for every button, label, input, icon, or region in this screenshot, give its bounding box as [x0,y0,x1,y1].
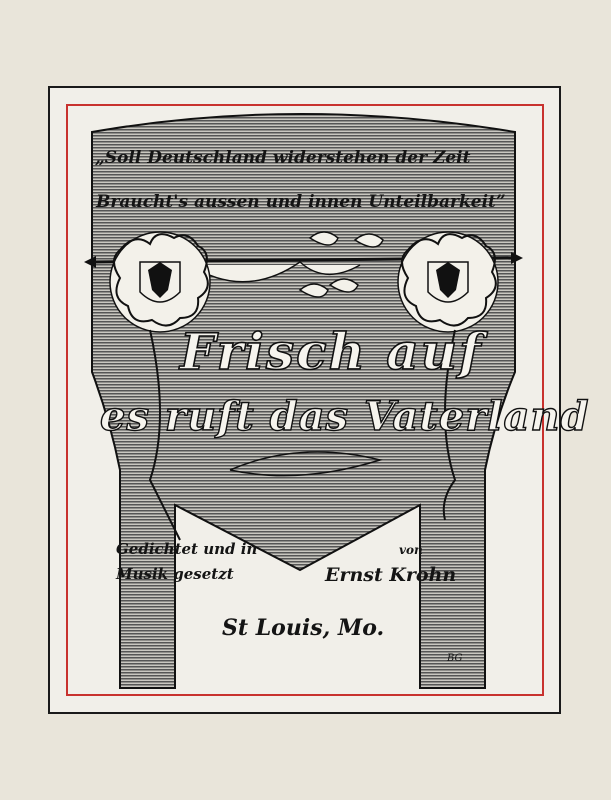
publication-place: St Louis, Mo. [222,615,385,641]
eagle-shield-icon [428,262,468,302]
motto-line-1: „Soll Deutschland widerstehen der Zeit [95,148,471,168]
motto-line-2: Braucht's aussen und innen Unteilbarkeit” [96,192,506,212]
by-label: von [399,543,423,557]
author-name: Ernst Krohn [325,564,457,586]
credit-line-1: Gedichtet und in [116,540,258,558]
eagle-shield-icon [140,262,180,302]
artist-monogram: BG [447,653,463,664]
credit-line-2: Musik gesetzt [116,565,234,583]
title-line-1: Frisch auf [180,322,483,381]
title-line-2: es ruft das Vaterland [100,393,590,440]
